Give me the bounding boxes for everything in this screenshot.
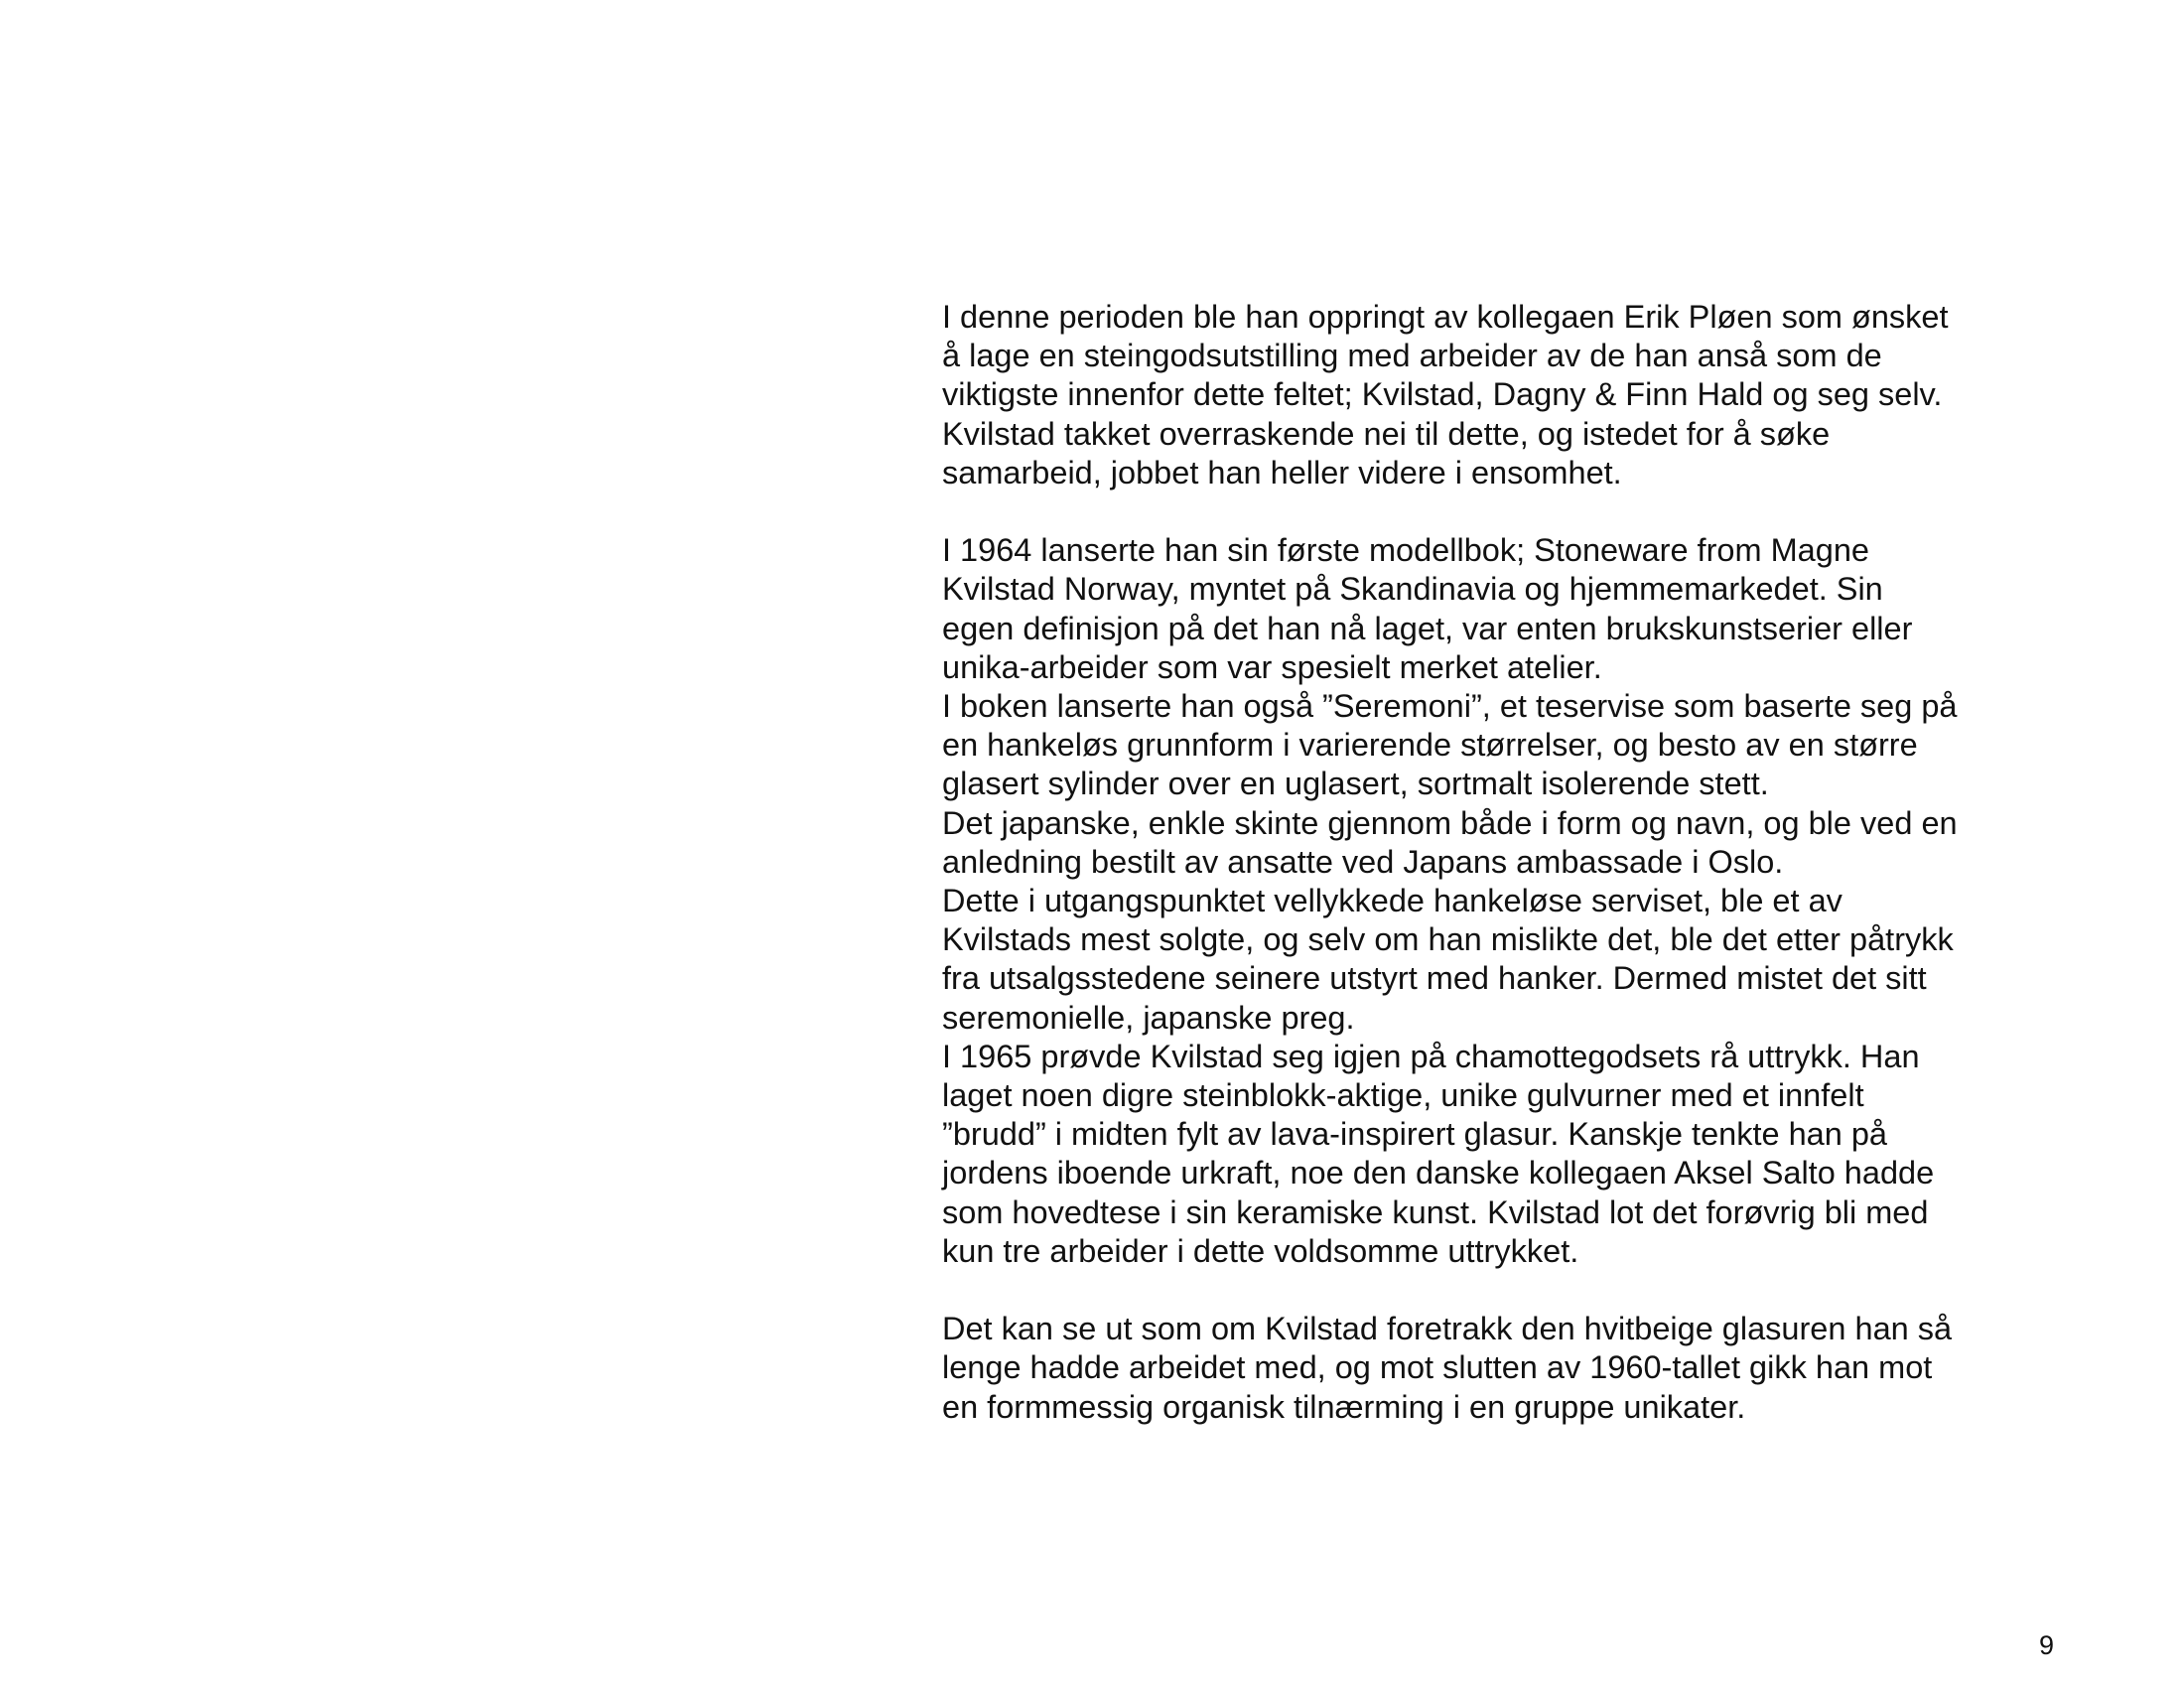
text-line: I denne perioden ble han oppringt av kollegaen Erik Pløen som ønsket <box>942 299 1949 335</box>
text-line: I 1965 prøvde Kvilstad seg igjen på chamottegodsets rå uttrykk. Han <box>942 1038 1920 1074</box>
paragraph-spacer <box>942 1271 2024 1310</box>
text-line: kun tre arbeider i dette voldsomme uttrykket. <box>942 1232 1579 1269</box>
text-line: en hankeløs grunnform i varierende størrelser, og besto av en større <box>942 727 1918 764</box>
text-line: en formmessig organisk tilnærming i en gruppe unikater. <box>942 1388 1746 1425</box>
paragraph-spacer <box>942 492 2024 531</box>
text-line: fra utsalgsstedene seinere utstyrt med hanker. Dermed mistet det sitt <box>942 960 1927 997</box>
text-line: glasert sylinder over en uglasert, sortmalt isolerende stett. <box>942 766 1769 802</box>
text-line: å lage en steingodsutstilling med arbeider av de han anså som de <box>942 338 1882 374</box>
text-line: jordens iboende urkraft, noe den danske kollegaen Aksel Salto hadde <box>942 1155 1935 1192</box>
text-line: I 1964 lanserte han sin første modellbok; Stoneware from Magne <box>942 532 1869 569</box>
paragraph-2 <box>942 531 2024 1271</box>
text-line: anledning bestilt av ansatte ved Japans ambassade i Oslo. <box>942 843 1784 880</box>
text-line: I boken lanserte han også ”Seremoni”, et teservise som baserte seg på <box>942 688 1958 725</box>
text-line: viktigste innenfor dette feltet; Kvilstad, Dagny & Finn Hald og seg selv. <box>942 376 1943 413</box>
text-line: som hovedtese i sin keramiske kunst. Kvilstad lot det forøvrig bli med <box>942 1193 1929 1230</box>
text-line: egen definisjon på det han nå laget, var enten brukskunstserier eller <box>942 610 1913 646</box>
text-line: Kvilstads mest solgte, og selv om han mislikte det, ble det etter påtrykk <box>942 921 1954 958</box>
text-line: seremonielle, japanske preg. <box>942 999 1355 1036</box>
text-line: lenge hadde arbeidet med, og mot slutten av 1960-tallet gikk han mot <box>942 1349 1933 1386</box>
text-line: laget noen digre steinblokk-aktige, unike gulvurner med et innfelt <box>942 1077 1864 1114</box>
paragraph-3 <box>942 1310 2024 1427</box>
text-line: unika-arbeider som var spesielt merket atelier. <box>942 648 1602 685</box>
text-line: Det kan se ut som om Kvilstad foretrakk den hvitbeige glasuren han så <box>942 1311 1953 1347</box>
text-line: ”brudd” i midten fylt av lava-inspirert glasur. Kanskje tenkte han på <box>942 1116 1888 1153</box>
text-line: Kvilstad Norway, myntet på Skandinavia og hjemmemarkedet. Sin <box>942 571 1883 608</box>
text-line: Kvilstad takket overraskende nei til dette, og istedet for å søke <box>942 415 1831 452</box>
page-number: 9 <box>2039 1630 2055 1660</box>
paragraph-1 <box>942 298 2024 492</box>
text-line: Dette i utgangspunktet vellykkede hankeløse serviset, ble et av <box>942 883 1843 919</box>
text-line: Det japanske, enkle skinte gjennom både i form og navn, og ble ved en <box>942 804 1958 841</box>
text-line: samarbeid, jobbet han heller videre i ensomhet. <box>942 454 1622 491</box>
body-text <box>942 298 2024 1427</box>
